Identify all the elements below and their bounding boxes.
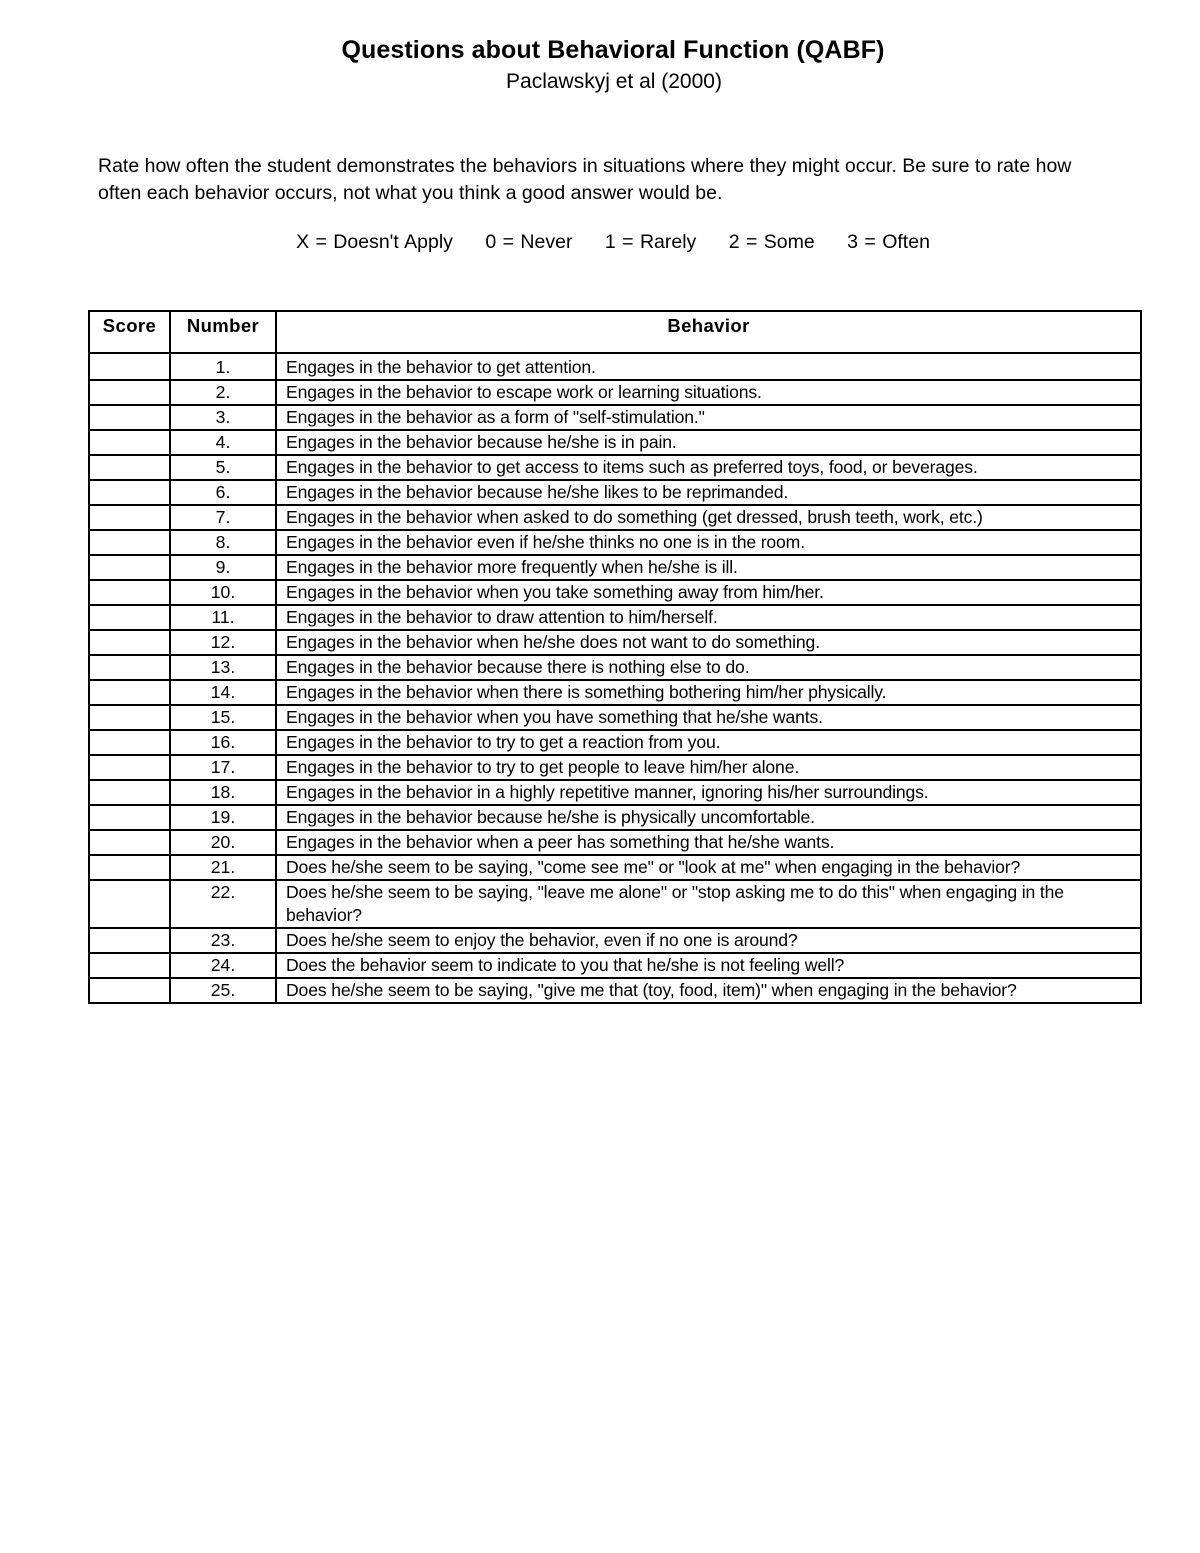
score-cell[interactable] [89, 780, 170, 805]
table-row [89, 680, 1141, 705]
table-row [89, 755, 1141, 780]
item-number: 6. [170, 480, 276, 505]
behavior-text: Engages in the behavior more frequently when he/she is ill. [276, 555, 1141, 580]
behavior-text: Engages in the behavior to get attention. [276, 353, 1141, 380]
score-cell[interactable] [89, 680, 170, 705]
table-row [89, 480, 1141, 505]
item-number: 3. [170, 405, 276, 430]
behavior-text: Does he/she seem to be saying, "give me that (toy, food, item)" when engaging in the behavior? [276, 978, 1141, 1003]
item-number: 13. [170, 655, 276, 680]
table-row [89, 380, 1141, 405]
behavior-text: Engages in the behavior when you have something that he/she wants. [276, 705, 1141, 730]
table-row [89, 555, 1141, 580]
score-cell[interactable] [89, 928, 170, 953]
behavior-text: Engages in the behavior to try to get people to leave him/her alone. [276, 755, 1141, 780]
item-number: 5. [170, 455, 276, 480]
table-row [89, 978, 1141, 1003]
item-number: 19. [170, 805, 276, 830]
behavior-text: Does he/she seem to be saying, "leave me alone" or "stop asking me to do this" when engaging in the behavior? [276, 880, 1141, 928]
score-cell[interactable] [89, 705, 170, 730]
behavior-text: Engages in the behavior because he/she is in pain. [276, 430, 1141, 455]
score-cell[interactable] [89, 430, 170, 455]
behavior-text: Engages in the behavior to try to get a reaction from you. [276, 730, 1141, 755]
table-row [89, 855, 1141, 880]
score-cell[interactable] [89, 555, 170, 580]
header-number: Number [170, 311, 276, 353]
item-number: 4. [170, 430, 276, 455]
score-cell[interactable] [89, 530, 170, 555]
page-title: Questions about Behavioral Function (QABF) [341, 36, 885, 64]
score-cell[interactable] [89, 830, 170, 855]
table-row [89, 430, 1141, 455]
rating-scale [0, 231, 1200, 254]
item-number: 18. [170, 780, 276, 805]
item-number: 17. [170, 755, 276, 780]
behavior-text: Engages in the behavior when you take something away from him/her. [276, 580, 1141, 605]
behavior-text: Engages in the behavior when there is something bothering him/her physically. [276, 680, 1141, 705]
table-row [89, 605, 1141, 630]
score-cell[interactable] [89, 630, 170, 655]
score-cell[interactable] [89, 655, 170, 680]
item-number: 1. [170, 353, 276, 380]
item-number: 10. [170, 580, 276, 605]
item-number: 16. [170, 730, 276, 755]
scale-item-1: 1 = Rarely [604, 231, 697, 253]
item-number: 20. [170, 830, 276, 855]
behavior-text: Engages in the behavior when a peer has something that he/she wants. [276, 830, 1141, 855]
behavior-text: Engages in the behavior to get access to items such as preferred toys, food, or beverages. [276, 455, 1141, 480]
page-subtitle: Paclawskyj et al (2000) [506, 70, 722, 93]
item-number: 9. [170, 555, 276, 580]
item-number: 12. [170, 630, 276, 655]
behavior-text: Does the behavior seem to indicate to you that he/she is not feeling well? [276, 953, 1141, 978]
table-row [89, 505, 1141, 530]
table-row [89, 580, 1141, 605]
table-row [89, 805, 1141, 830]
score-cell[interactable] [89, 380, 170, 405]
behavior-table [88, 310, 1142, 1004]
header-score: Score [89, 311, 170, 353]
table-row [89, 630, 1141, 655]
table-row [89, 928, 1141, 953]
behavior-text: Engages in the behavior when asked to do something (get dressed, brush teeth, work, etc.) [276, 505, 1141, 530]
item-number: 22. [170, 880, 276, 928]
score-cell[interactable] [89, 580, 170, 605]
table-header-row [89, 311, 1141, 353]
table-row [89, 655, 1141, 680]
behavior-text: Engages in the behavior when he/she does not want to do something. [276, 630, 1141, 655]
scale-item-2: 2 = Some [728, 231, 815, 253]
item-number: 24. [170, 953, 276, 978]
score-cell[interactable] [89, 755, 170, 780]
score-cell[interactable] [89, 480, 170, 505]
score-cell[interactable] [89, 805, 170, 830]
table-row [89, 530, 1141, 555]
score-cell[interactable] [89, 953, 170, 978]
score-cell[interactable] [89, 978, 170, 1003]
behavior-text: Engages in the behavior because there is nothing else to do. [276, 655, 1141, 680]
behavior-text: Engages in the behavior to draw attention to him/herself. [276, 605, 1141, 630]
item-number: 2. [170, 380, 276, 405]
behavior-text: Does he/she seem to be saying, "come see me" or "look at me" when engaging in the behavior? [276, 855, 1141, 880]
item-number: 14. [170, 680, 276, 705]
behavior-text: Engages in the behavior as a form of "self-stimulation." [276, 405, 1141, 430]
table-row [89, 405, 1141, 430]
table-body [89, 353, 1141, 1003]
header-behavior: Behavior [276, 311, 1141, 353]
table-row [89, 953, 1141, 978]
item-number: 25. [170, 978, 276, 1003]
item-number: 8. [170, 530, 276, 555]
table-row [89, 353, 1141, 380]
score-cell[interactable] [89, 455, 170, 480]
score-cell[interactable] [89, 605, 170, 630]
item-number: 21. [170, 855, 276, 880]
item-number: 11. [170, 605, 276, 630]
scale-item-3: 3 = Often [847, 231, 930, 253]
behavior-text: Engages in the behavior because he/she is physically uncomfortable. [276, 805, 1141, 830]
score-cell[interactable] [89, 405, 170, 430]
score-cell[interactable] [89, 880, 170, 928]
behavior-text: Engages in the behavior even if he/she thinks no one is in the room. [276, 530, 1141, 555]
behavior-text: Engages in the behavior because he/she likes to be reprimanded. [276, 480, 1141, 505]
item-number: 7. [170, 505, 276, 530]
score-cell[interactable] [89, 730, 170, 755]
table-row [89, 780, 1141, 805]
scale-item-0: 0 = Never [485, 231, 573, 253]
table-row [89, 730, 1141, 755]
table-row [89, 880, 1141, 928]
score-cell[interactable] [89, 353, 170, 380]
instructions-text: Rate how often the student demonstrates the behaviors in situations where they might occur. Be sure to rate how often each behavior occurs, not what you think a good answer would be. [98, 155, 1072, 204]
score-cell[interactable] [89, 855, 170, 880]
score-cell[interactable] [89, 505, 170, 530]
table-row [89, 455, 1141, 480]
scale-item-x: X = Doesn't Apply [296, 231, 453, 253]
table-row [89, 705, 1141, 730]
behavior-text: Engages in the behavior in a highly repetitive manner, ignoring his/her surroundings. [276, 780, 1141, 805]
item-number: 15. [170, 705, 276, 730]
behavior-text: Engages in the behavior to escape work or learning situations. [276, 380, 1141, 405]
behavior-text: Does he/she seem to enjoy the behavior, even if no one is around? [276, 928, 1141, 953]
item-number: 23. [170, 928, 276, 953]
table-row [89, 830, 1141, 855]
